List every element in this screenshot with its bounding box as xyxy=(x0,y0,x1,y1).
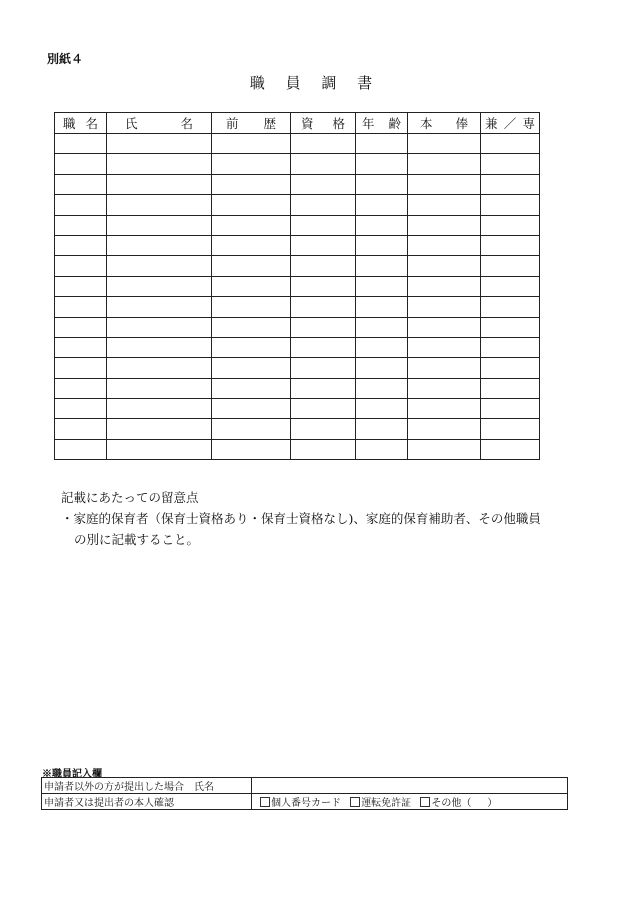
table-cell[interactable] xyxy=(481,276,540,296)
header-history: 前 歴 xyxy=(212,113,291,134)
checkbox-icon[interactable] xyxy=(350,797,360,807)
table-cell[interactable] xyxy=(481,235,540,255)
table-cell[interactable] xyxy=(408,337,481,357)
table-cell[interactable] xyxy=(212,195,291,215)
table-cell[interactable] xyxy=(408,317,481,337)
checkbox-icon[interactable] xyxy=(420,797,430,807)
table-cell[interactable] xyxy=(212,235,291,255)
clerk-table xyxy=(41,777,568,810)
table-cell[interactable] xyxy=(408,195,481,215)
table-cell[interactable] xyxy=(291,419,356,439)
table-cell[interactable] xyxy=(212,297,291,317)
table-cell[interactable] xyxy=(481,297,540,317)
table-cell[interactable] xyxy=(107,276,212,296)
table-cell[interactable] xyxy=(481,358,540,378)
header-age: 年 齢 xyxy=(356,113,408,134)
annex-label: 別紙４ xyxy=(47,52,84,66)
table-cell[interactable] xyxy=(356,235,408,255)
table-cell[interactable] xyxy=(107,134,212,154)
table-row xyxy=(55,276,540,296)
clerk-section-label: ※職員記入欄 xyxy=(42,769,102,780)
table-cell[interactable] xyxy=(291,399,356,419)
id-check-label: 申請者又は提出者の本人確認 xyxy=(42,794,252,810)
table-cell[interactable] xyxy=(408,399,481,419)
table-cell[interactable] xyxy=(291,297,356,317)
table-cell[interactable] xyxy=(408,358,481,378)
table-row xyxy=(55,337,540,357)
table-row xyxy=(55,256,540,276)
header-qualification: 資 格 xyxy=(291,113,356,134)
table-cell[interactable] xyxy=(481,195,540,215)
table-cell[interactable] xyxy=(356,174,408,194)
table-cell[interactable] xyxy=(291,154,356,174)
table-cell[interactable] xyxy=(212,276,291,296)
table-cell[interactable] xyxy=(408,154,481,174)
table-cell[interactable] xyxy=(356,419,408,439)
table-cell[interactable] xyxy=(107,399,212,419)
table-cell[interactable] xyxy=(481,174,540,194)
table-cell[interactable] xyxy=(212,419,291,439)
table-row xyxy=(55,419,540,439)
table-cell[interactable] xyxy=(481,134,540,154)
table-cell[interactable] xyxy=(212,174,291,194)
table-cell[interactable] xyxy=(291,235,356,255)
table-row xyxy=(55,134,540,154)
table-cell[interactable] xyxy=(55,154,107,174)
notes-section xyxy=(61,487,541,550)
table-row xyxy=(55,195,540,215)
option-other[interactable]: その他（ ） xyxy=(420,798,497,809)
table-cell[interactable] xyxy=(107,378,212,398)
table-cell[interactable] xyxy=(481,337,540,357)
table-cell[interactable] xyxy=(212,378,291,398)
table-cell[interactable] xyxy=(356,439,408,459)
table-cell[interactable] xyxy=(408,256,481,276)
table-cell[interactable] xyxy=(481,317,540,337)
table-cell[interactable] xyxy=(212,154,291,174)
table-cell[interactable] xyxy=(481,378,540,398)
submitter-name-field[interactable] xyxy=(252,778,568,794)
table-cell[interactable] xyxy=(55,378,107,398)
table-cell[interactable] xyxy=(107,215,212,235)
table-cell[interactable] xyxy=(55,439,107,459)
table-cell[interactable] xyxy=(408,276,481,296)
header-name: 氏 名 xyxy=(107,113,212,134)
table-cell[interactable] xyxy=(481,419,540,439)
table-cell[interactable] xyxy=(107,256,212,276)
table-cell[interactable] xyxy=(291,439,356,459)
table-cell[interactable] xyxy=(291,215,356,235)
table-row xyxy=(55,154,540,174)
table-row xyxy=(55,215,540,235)
page-title: 職 員 調 書 xyxy=(249,74,381,92)
table-cell[interactable] xyxy=(291,195,356,215)
header-salary: 本 俸 xyxy=(408,113,481,134)
table-cell[interactable] xyxy=(408,235,481,255)
table-cell[interactable] xyxy=(356,337,408,357)
table-cell[interactable] xyxy=(291,317,356,337)
table-cell[interactable] xyxy=(107,317,212,337)
table-cell[interactable] xyxy=(107,419,212,439)
table-cell[interactable] xyxy=(212,256,291,276)
option-mynumber-card[interactable]: 個人番号カード xyxy=(260,798,341,809)
table-row xyxy=(55,439,540,459)
table-cell[interactable] xyxy=(408,215,481,235)
table-cell[interactable] xyxy=(408,134,481,154)
table-cell[interactable] xyxy=(107,439,212,459)
table-cell[interactable] xyxy=(212,215,291,235)
table-cell[interactable] xyxy=(481,215,540,235)
option-drivers-license[interactable]: 運転免許証 xyxy=(350,798,411,809)
notes-heading: 記載にあたっての留意点 xyxy=(61,490,199,505)
table-cell[interactable] xyxy=(55,337,107,357)
staff-table xyxy=(54,112,540,460)
table-cell[interactable] xyxy=(291,256,356,276)
table-cell[interactable] xyxy=(356,256,408,276)
table-row xyxy=(55,297,540,317)
table-cell[interactable] xyxy=(356,399,408,419)
notes-bullet-continued: の別に記載すること。 xyxy=(74,532,200,547)
table-cell[interactable] xyxy=(356,358,408,378)
submitter-label: 申請者以外の方が提出した場合 氏名 xyxy=(42,778,252,794)
header-concurrent-fulltime: 兼 ／ 専 xyxy=(481,113,540,134)
clerk-row-id-check xyxy=(42,794,568,810)
clerk-row-submitter xyxy=(42,778,568,794)
table-cell[interactable] xyxy=(55,195,107,215)
table-cell[interactable] xyxy=(55,174,107,194)
notes-bullet: ・家庭的保育者（保育士資格あり・保育士資格なし)、家庭的保育補助者、その他職員 xyxy=(61,511,541,526)
table-cell[interactable] xyxy=(55,419,107,439)
header-position: 職 名 xyxy=(55,113,107,134)
table-cell[interactable] xyxy=(291,134,356,154)
table-cell[interactable] xyxy=(356,195,408,215)
table-cell[interactable] xyxy=(107,154,212,174)
table-cell[interactable] xyxy=(356,276,408,296)
table-cell[interactable] xyxy=(356,297,408,317)
table-header-row xyxy=(55,113,540,134)
table-cell[interactable] xyxy=(212,439,291,459)
table-cell[interactable] xyxy=(107,174,212,194)
table-cell[interactable] xyxy=(55,317,107,337)
table-cell[interactable] xyxy=(291,337,356,357)
table-cell[interactable] xyxy=(291,358,356,378)
id-check-options xyxy=(252,794,568,810)
table-cell[interactable] xyxy=(481,256,540,276)
table-row xyxy=(55,235,540,255)
table-row xyxy=(55,378,540,398)
table-cell[interactable] xyxy=(212,337,291,357)
table-cell[interactable] xyxy=(291,174,356,194)
table-cell[interactable] xyxy=(408,439,481,459)
table-cell[interactable] xyxy=(481,154,540,174)
table-cell[interactable] xyxy=(55,297,107,317)
table-cell[interactable] xyxy=(408,297,481,317)
table-cell[interactable] xyxy=(481,399,540,419)
table-cell[interactable] xyxy=(356,215,408,235)
table-cell[interactable] xyxy=(356,317,408,337)
table-cell[interactable] xyxy=(291,276,356,296)
table-row xyxy=(55,399,540,419)
table-row xyxy=(55,358,540,378)
table-cell[interactable] xyxy=(107,195,212,215)
table-cell[interactable] xyxy=(408,174,481,194)
table-cell[interactable] xyxy=(212,317,291,337)
table-cell[interactable] xyxy=(356,134,408,154)
checkbox-icon[interactable] xyxy=(260,797,270,807)
table-cell[interactable] xyxy=(356,378,408,398)
table-cell[interactable] xyxy=(481,439,540,459)
table-row xyxy=(55,317,540,337)
table-cell[interactable] xyxy=(356,154,408,174)
table-cell[interactable] xyxy=(55,358,107,378)
table-cell[interactable] xyxy=(291,378,356,398)
table-cell[interactable] xyxy=(55,134,107,154)
table-cell[interactable] xyxy=(55,256,107,276)
table-cell[interactable] xyxy=(55,235,107,255)
table-cell[interactable] xyxy=(408,419,481,439)
table-cell[interactable] xyxy=(55,215,107,235)
table-cell[interactable] xyxy=(107,337,212,357)
table-cell[interactable] xyxy=(212,399,291,419)
table-cell[interactable] xyxy=(107,297,212,317)
table-cell[interactable] xyxy=(107,235,212,255)
table-cell[interactable] xyxy=(212,134,291,154)
table-cell[interactable] xyxy=(408,378,481,398)
table-cell[interactable] xyxy=(55,276,107,296)
table-row xyxy=(55,174,540,194)
table-cell[interactable] xyxy=(55,399,107,419)
table-cell[interactable] xyxy=(212,358,291,378)
table-cell[interactable] xyxy=(107,358,212,378)
